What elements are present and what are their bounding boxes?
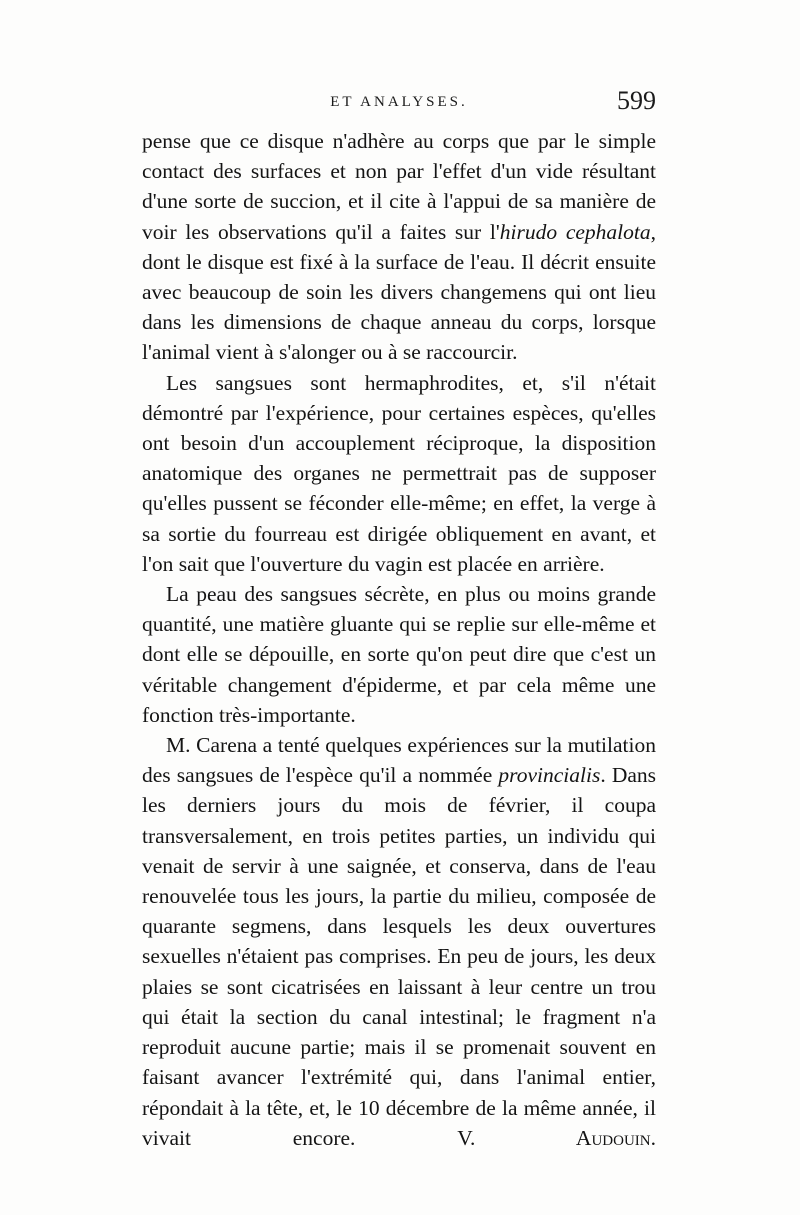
paragraph-1-text-b: , dont le disque est fixé à la surface de l'eau. Il décrit ensuite avec beaucoup de soin les divers changemens qui ont lieu dans les dimensions de chaque anneau du corps, lorsque l'animal vient à s'alonger ou à se raccourcir.: [142, 219, 656, 365]
paragraph-1: [142, 126, 656, 368]
page-number: 599: [617, 86, 656, 115]
paragraph-4-text-b: . Dans les derniers jours du mois de février, il coupa transversalement, en trois petites parties, un individu qui venait de servir à une saignée, et conserva, dans de l'eau renouvelée tous les jours, la partie du milieu, composée de quarante segmens, dans lesquels les deux ouvertures sexuelles n'étaient pas comprises. En peu de jours, les deux plaies se sont cicatrisées en laissant à leur centre un trou qui était la section du canal intestinal; le fragment n'a reproduit aucune partie; mais il se promenait souvent en faisant avancer l'extrémité qui, dans l'animal entier, répondait à la tête, et, le 10 décembre de la même année, il vivait encore.: [142, 763, 657, 1150]
paragraph-4: [142, 730, 656, 1153]
running-title: ET ANALYSES.: [330, 94, 468, 110]
paragraph-3: La peau des sangsues sécrète, en plus ou moins grande quantité, une matière gluante qui se replie sur elle-même et dont elle se dépouille, en sorte qu'on peut dire que c'est un véritable changement d'épiderme, et par cela même une fonction très-importante.: [142, 582, 656, 727]
species-name-provincialis: provincialis: [498, 763, 601, 788]
paragraph-2: Les sangsues sont hermaphrodites, et, s'il n'était démontré par l'expérience, pour certaines espèces, qu'elles ont besoin d'un accouplement réciproque, la disposition anatomique des organes ne permettrait pas de supposer qu'elles pussent se féconder elle-même; en effet, la verge à sa sortie du fourreau est dirigée obliquement en avant, et l'on sait que l'ouverture du vagin est placée en arrière.: [142, 370, 656, 576]
running-head: [142, 86, 656, 122]
paragraph-1-text-a: pense que ce disque n'adhère au corps que par le simple contact des surfaces et non par l'effet d'un vide résultant d'une sorte de succion, et il cite à l'appui de sa manière de voir les observations qu'il a faites sur l': [142, 129, 656, 244]
paragraph-4-text-a: M. Carena a tenté quelques expériences sur la mutilation des sangsues de l'espèce qu'il a nommée: [142, 733, 656, 788]
author-signature: V. Audouin.: [457, 1125, 656, 1150]
species-name-hirudo-cephalota: hirudo cephalota: [499, 219, 651, 244]
body-text: [142, 126, 656, 1153]
